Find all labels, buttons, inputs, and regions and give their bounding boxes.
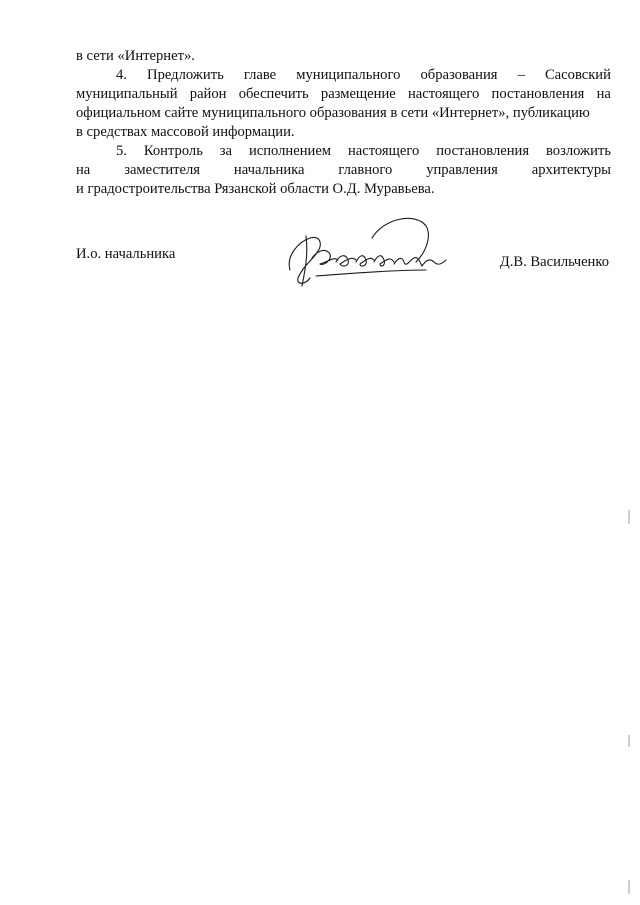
item4-line-1 bbox=[76, 66, 611, 85]
item5-word: главного bbox=[338, 162, 393, 178]
handwritten-signature-icon bbox=[276, 208, 456, 298]
item4-word: Предложить bbox=[147, 67, 224, 83]
item4-word: размещение bbox=[320, 86, 396, 102]
item4-word: настоящего bbox=[407, 86, 480, 102]
item4-line-4: в средствах массовой информации. bbox=[76, 124, 295, 140]
item5-word: заместителя bbox=[124, 162, 201, 178]
item4-word: постановления bbox=[491, 86, 585, 102]
item4-word: муниципальный bbox=[76, 86, 178, 102]
item5-word: начальника bbox=[233, 162, 305, 178]
item4-word: Сасовский bbox=[544, 67, 611, 83]
item5-word: исполнением bbox=[248, 143, 332, 159]
item4-word: муниципального bbox=[296, 67, 401, 83]
item5-line-1 bbox=[76, 142, 611, 161]
item5-word: настоящего bbox=[347, 143, 420, 159]
item4-line-3: официальном сайте муниципального образования в сети «Интернет», публикацию bbox=[76, 105, 590, 121]
item4-line-2 bbox=[76, 85, 611, 104]
item5-word: архитектуры bbox=[531, 162, 611, 178]
signatory-name: Д.В. Васильченко bbox=[499, 254, 609, 270]
paragraph-item-4 bbox=[76, 66, 611, 142]
item5-number: 5. bbox=[116, 143, 127, 159]
item4-word: на bbox=[596, 86, 611, 102]
item5-word: возложить bbox=[545, 143, 611, 159]
paragraph-item-5 bbox=[76, 142, 611, 199]
scan-edge-mark bbox=[628, 510, 630, 524]
item5-word: на bbox=[76, 162, 91, 178]
item4-word: – bbox=[517, 67, 525, 83]
continuation-text: в сети «Интернет». bbox=[76, 48, 195, 64]
scan-edge-mark bbox=[628, 880, 630, 894]
scan-edge-mark bbox=[628, 735, 630, 747]
item5-line-2 bbox=[76, 161, 611, 180]
signature-block bbox=[76, 236, 611, 296]
item4-word: обеспечить bbox=[238, 86, 309, 102]
item5-word: Контроль bbox=[143, 143, 203, 159]
item4-word: район bbox=[189, 86, 227, 102]
item4-word: образования bbox=[420, 67, 498, 83]
item5-word: управления bbox=[426, 162, 498, 178]
item5-word: постановления bbox=[436, 143, 530, 159]
item5-word: за bbox=[219, 143, 233, 159]
signatory-position: И.о. начальника bbox=[76, 246, 176, 262]
item4-word: главе bbox=[243, 67, 277, 83]
paragraph-continuation bbox=[76, 47, 611, 66]
item5-line-3: и градостроительства Рязанской области О.Д. Муравьева. bbox=[76, 181, 435, 197]
item4-number: 4. bbox=[116, 67, 127, 83]
